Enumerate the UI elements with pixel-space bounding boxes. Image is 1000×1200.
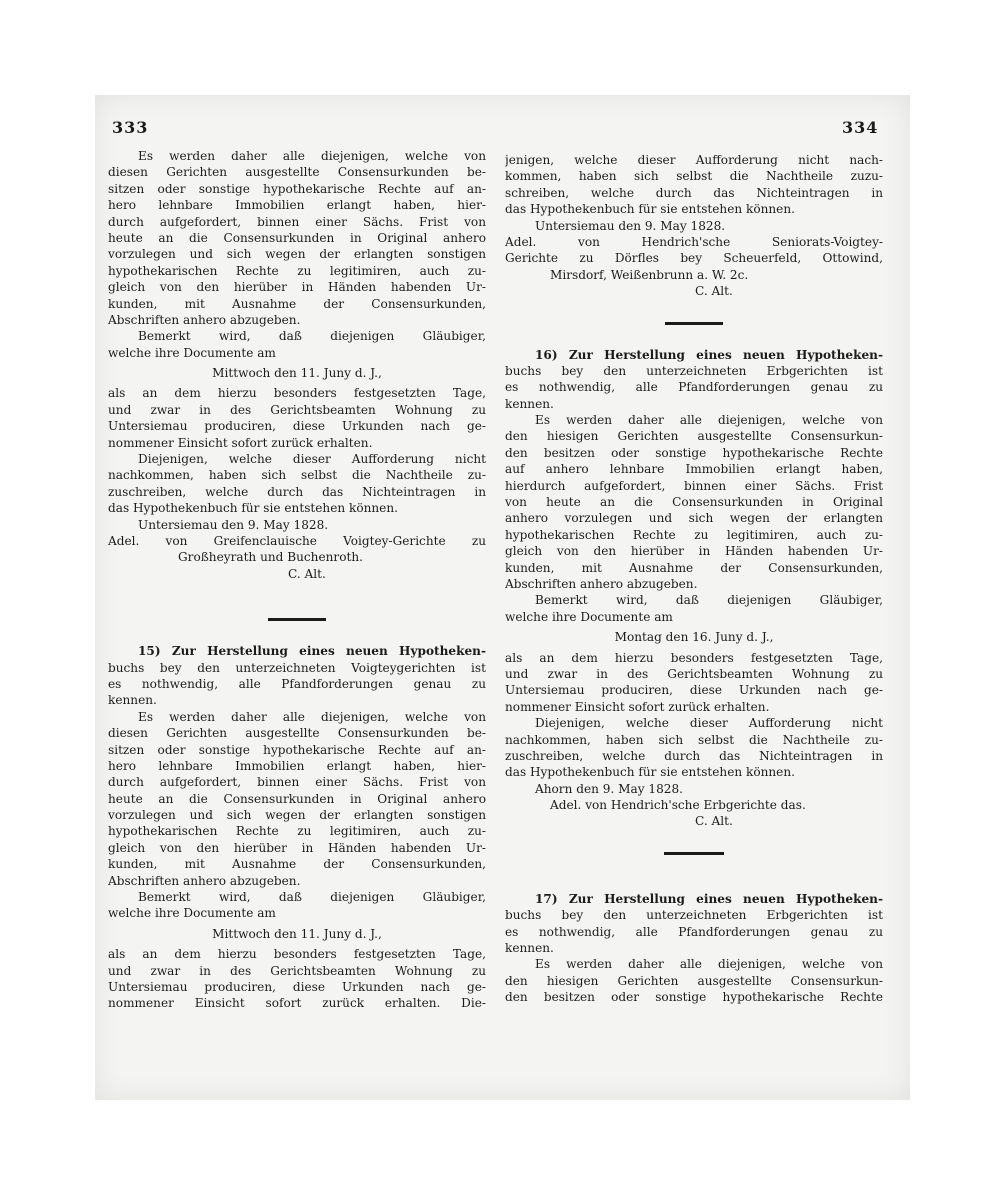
text-line: und zwar in des Gerichtsbeamten Wohnung zu [108,963,486,978]
text-line: gleich von den hierüber in Händen habenden Ur- [108,280,486,295]
text-line: Es werden daher alle diejenigen, welche von [535,413,883,428]
text-line: vorzulegen und sich wegen der erlangten sonstigen [108,808,486,823]
right-column [505,152,883,1006]
signature: C. Alt. [695,284,733,299]
place-date: Ahorn den 9. May 1828. [535,781,684,796]
text-line: zuschreiben, welche durch das Nichteintragen in [108,484,486,499]
text-line: Es werden daher alle diejenigen, welche von [138,149,486,163]
text-line: nachkommen, haben sich selbst die Nachtheile zu- [108,468,486,483]
text-line: diesen Gerichten ausgestellte Consensurkunden be- [108,726,486,741]
text-line: vorzulegen und sich wegen der erlangten sonstigen [108,247,486,262]
text-line: 17) Zur Herstellung eines neuen Hypotheken- [535,891,883,906]
paragraph-termin-3 [505,650,883,716]
text-line: kennen. [108,693,157,708]
paragraph-nachtheile-1 [108,451,486,517]
paragraph-nachtheile-3 [505,715,883,781]
text-line: Es werden daher alle diejenigen, welche von [535,957,883,972]
text-line: welche ihre Documente am [108,906,276,921]
text-line: kunden, mit Ausnahme der Consensurkunden, [505,560,883,575]
text-line: hero lehnbare Immobilien erlangt haben, hier- [108,758,486,773]
text-line: sitzen oder sonstige hypothekarische Rechte auf an- [108,181,486,196]
text-line: gleich von den hierüber in Händen habenden Ur- [108,840,486,855]
text-line: hypothekarischen Rechte zu legitimiren, auch zu- [108,824,486,839]
text-line: kunden, mit Ausnahme der Consensurkunden, [108,857,486,872]
text-line: Untersiemau produciren, diese Urkunden nach ge- [108,979,486,994]
text-line: Bemerkt wird, daß diejenigen Gläubiger, [138,329,486,344]
text-line: den hiesigen Gerichten ausgestellte Consensurkun- [505,973,883,988]
text-line: Untersiemau produciren, diese Urkunden nach ge- [505,683,883,698]
text-line: es nothwendig, alle Pfandforderungen genau zu [108,676,486,691]
text-line: sitzen oder sonstige hypothekarische Rechte auf an- [108,742,486,757]
paragraph-continuation [505,152,883,218]
paragraph-bemerkt-2 [108,889,486,922]
text-line: und zwar in des Gerichtsbeamten Wohnung zu [108,402,486,417]
text-line: von heute an die Consensurkunden in Original [505,495,883,510]
text-line: hypothekarischen Rechte zu legitimiren, auch zu- [108,263,486,278]
text-line: gleich von den hierüber in Händen habenden Ur- [505,544,883,559]
text-line: Bemerkt wird, daß diejenigen Gläubiger, [535,593,883,608]
text-line: Diejenigen, welche dieser Aufforderung nicht [535,716,883,731]
text-line: welche ihre Documente am [505,609,673,624]
text-line: Bemerkt wird, daß diejenigen Gläubiger, [138,890,486,905]
text-line: den besitzen oder sonstige hypothekarische Rechte [505,990,883,1005]
text-line: den hiesigen Gerichten ausgestellte Consensurkun- [505,429,883,444]
text-line: nommener Einsicht sofort zurück erhalten. [505,699,770,714]
court-name: Adel. von Hendrich'sche Erbgerichte das. [550,798,806,813]
text-line: als an dem hierzu besonders festgesetzten Tage, [505,650,883,665]
date-line: Montag den 16. Juny d. J., [614,630,774,645]
text-line: Abschriften anhero abzugeben. [108,873,301,888]
text-line: Es werden daher alle diejenigen, welche von [138,709,486,724]
text-line: heute an die Consensurkunden in Original anhero [108,230,486,245]
text-line: nachkommen, haben sich selbst die Nachtheile zu- [505,732,883,747]
paragraph-aufforderung-3 [505,412,883,592]
text-line: es nothwendig, alle Pfandforderungen genau zu [505,924,883,939]
page-number-left: 333 [112,118,149,137]
text-line: den besitzen oder sonstige hypothekarische Rechte [505,445,883,460]
text-line: Untersiemau produciren, diese Urkunden nach ge- [108,419,486,434]
paragraph-bemerkt-3 [505,592,883,625]
signature: C. Alt. [288,566,326,581]
court-name: Gerichte zu Dörfles bey Scheuerfeld, Ottowind, [505,251,883,266]
left-column [108,148,486,1012]
heading-item-17 [505,891,883,957]
text-line: auf anhero lehnbare Immobilien erlangt haben, [505,462,883,477]
court-name: Adel. von Greifenclauische Voigtey-Gerichte zu [108,533,486,548]
text-line: das Hypothekenbuch für sie entstehen können. [108,501,398,516]
text-line: diesen Gerichten ausgestellte Consensurkunden be- [108,165,486,180]
text-line: jenigen, welche dieser Aufforderung nicht nach- [505,153,883,167]
court-name: Großheyrath und Buchenroth. [178,550,363,565]
heading-item-15 [108,643,486,709]
text-line: buchs bey den unterzeichneten Erbgerichten ist [505,908,883,923]
date-line: Mittwoch den 11. Juny d. J., [212,366,382,381]
court-name: Mirsdorf, Weißenbrunn a. W. 2c. [550,267,749,282]
text-line: buchs bey den unterzeichneten Erbgerichten ist [505,363,883,378]
text-line: kunden, mit Ausnahme der Consensurkunden, [108,296,486,311]
text-line: zuschreiben, welche durch das Nichteintragen in [505,748,883,763]
text-line: als an dem hierzu besonders festgesetzten Tage, [108,947,486,962]
text-line: kommen, haben sich selbst die Nachtheile zuzu- [505,169,883,184]
text-line: heute an die Consensurkunden in Original anhero [108,791,486,806]
signature: C. Alt. [695,814,733,829]
paragraph-aufforderung-4 [505,956,883,1005]
page-number-right: 334 [842,118,879,137]
text-line: hierdurch aufgefordert, binnen einer Sächs. Frist [505,478,883,493]
text-line: hero lehnbare Immobilien erlangt haben, hier- [108,198,486,213]
text-line: und zwar in des Gerichtsbeamten Wohnung zu [505,666,883,681]
text-line: kennen. [505,941,554,956]
text-line: Abschriften anhero abzugeben. [108,312,301,327]
court-name: Adel. von Hendrich'sche Seniorats-Voigtey- [505,234,883,249]
text-line: anhero vorzulegen und sich wegen der erlangten [505,511,883,526]
paragraph-termin-2 [108,946,486,1012]
paragraph-aufforderung-1 [108,148,486,328]
text-line: schreiben, welche durch das Nichteintragen in [505,185,883,200]
paragraph-termin-1 [108,385,486,451]
text-line: buchs bey den unterzeichneten Voigteygerichten ist [108,660,486,675]
text-line: nommener Einsicht sofort zurück erhalten. [108,435,373,450]
text-line: 16) Zur Herstellung eines neuen Hypotheken- [535,347,883,362]
paragraph-bemerkt-1 [108,328,486,361]
text-line: hypothekarischen Rechte zu legitimiren, auch zu- [505,527,883,542]
text-line: Diejenigen, welche dieser Aufforderung nicht [138,452,486,467]
text-line: Abschriften anhero abzugeben. [505,576,698,591]
text-line: durch aufgefordert, binnen einer Sächs. Frist von [108,214,486,229]
text-line: es nothwendig, alle Pfandforderungen genau zu [505,380,883,395]
text-line: das Hypothekenbuch für sie entstehen können. [505,765,795,780]
place-date: Untersiemau den 9. May 1828. [535,218,726,233]
text-line: durch aufgefordert, binnen einer Sächs. Frist von [108,775,486,790]
text-line: kennen. [505,396,554,411]
place-date: Untersiemau den 9. May 1828. [138,517,329,532]
date-line: Mittwoch den 11. Juny d. J., [212,926,382,941]
text-line: nommener Einsicht sofort zurück erhalten. Die- [108,996,486,1011]
text-line: als an dem hierzu besonders festgesetzten Tage, [108,386,486,401]
paragraph-aufforderung-2 [108,709,486,889]
text-line: 15) Zur Herstellung eines neuen Hypotheken- [138,644,486,659]
heading-item-16 [505,347,883,413]
text-line: welche ihre Documente am [108,345,276,360]
text-line: das Hypothekenbuch für sie entstehen können. [505,202,795,217]
